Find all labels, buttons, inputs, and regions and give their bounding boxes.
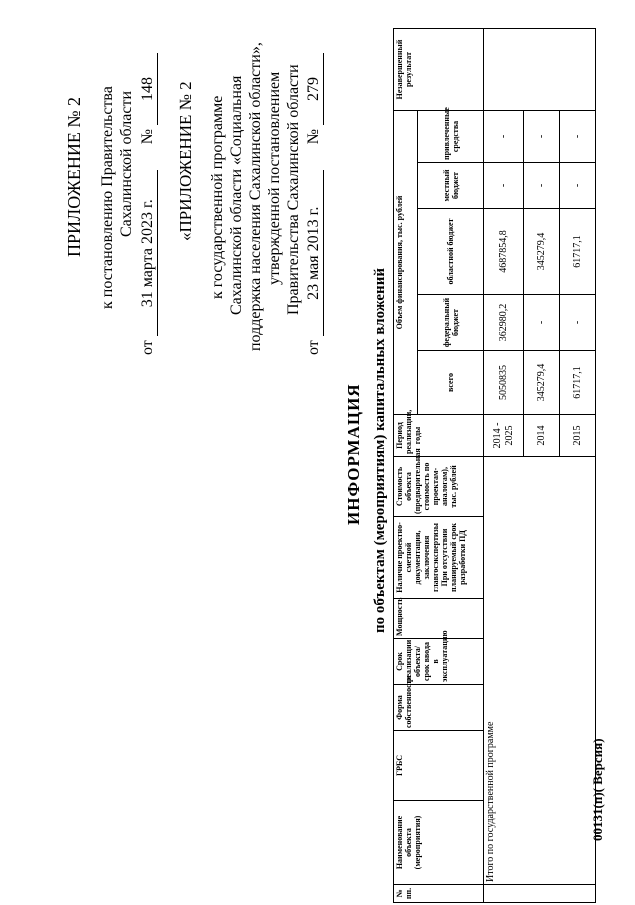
row-private: -	[484, 111, 524, 163]
row-federal: 362980,2	[484, 295, 524, 351]
th-period: Период реализации, годы	[394, 415, 484, 457]
document-subtitle: по объектам (мероприятиям) капитальных вложений	[372, 268, 388, 633]
th-capacity: Мощность	[394, 599, 484, 639]
th-funding: Объем финансирования, тыс. рублей	[394, 111, 418, 415]
th-term: Срок реализации объекта/срок ввода в эксплуатацию	[394, 639, 484, 685]
program-appendix-num-sign: №	[305, 128, 322, 145]
row-local: -	[560, 163, 596, 209]
th-private: привлеченные средства	[418, 111, 484, 163]
program-appendix-line-1: к государственной программе	[209, 95, 226, 299]
row-total: 345279,4	[524, 351, 560, 415]
row-total: 5050835	[484, 351, 524, 415]
program-appendix-line-4: утвержденной постановлением	[266, 71, 283, 285]
row-local: -	[524, 163, 560, 209]
row-local: -	[484, 163, 524, 209]
row-federal: -	[560, 295, 596, 351]
appendix-line-2: Сахалинской области	[118, 90, 135, 237]
program-appendix-line-5: Правительства Сахалинской области	[285, 64, 302, 315]
document-version-footer: 00131(п)( Версия)	[590, 738, 605, 841]
row-period: 2014 - 2025	[484, 415, 524, 457]
th-name: Наименование объекта (мероприятия)	[394, 801, 484, 885]
program-appendix-number: 279	[304, 53, 324, 125]
row-regional: 345279,4	[524, 209, 560, 295]
capital-investments-table	[393, 28, 596, 903]
th-total: всего	[418, 351, 484, 415]
appendix-line-1: к постановлению Правительства	[99, 86, 116, 309]
row-regional: 61717,1	[560, 209, 596, 295]
row-federal: -	[524, 295, 560, 351]
th-design: Наличие проектно-сметной документации, заключения главгосэкспертизы При отсутствии планируемый срок разработки ПД	[394, 517, 484, 599]
appendix-title: ПРИЛОЖЕНИЕ № 2	[64, 96, 84, 257]
th-num: № пп.	[394, 885, 484, 903]
th-unfinished: Незавершенный результат	[394, 29, 484, 111]
row-private: -	[524, 111, 560, 163]
row-period: 2014	[524, 415, 560, 457]
appendix-from: от	[139, 340, 156, 355]
program-appendix-date-line	[304, 53, 324, 355]
appendix-date: 31 марта 2023 г.	[138, 170, 158, 336]
program-appendix-title: «ПРИЛОЖЕНИЕ № 2	[176, 81, 195, 241]
row-total: 61717,1	[560, 351, 596, 415]
document-title: ИНФОРМАЦИЯ	[344, 383, 363, 525]
row-period: 2015	[560, 415, 596, 457]
th-regional: областной бюджет	[418, 209, 484, 295]
th-cost: Стоимость объекта (предварительная стоимость по проектам-аналогам), тыс. рублей	[394, 457, 484, 517]
appendix-date-line	[138, 53, 158, 355]
program-appendix-line-2: Сахалинской области «Социальная	[228, 75, 245, 315]
appendix-number: 148	[138, 53, 158, 125]
th-local: местный бюджет	[418, 163, 484, 209]
th-grbs: ГРБС	[394, 731, 484, 801]
table-row	[484, 29, 524, 903]
appendix-num-sign: №	[139, 128, 156, 145]
program-appendix-line-3: поддержка населения Сахалинской области»,	[247, 42, 264, 351]
program-appendix-date: 23 мая 2013 г.	[304, 170, 324, 336]
th-federal: федеральный бюджет	[418, 295, 484, 351]
row-private: -	[560, 111, 596, 163]
row-regional: 4687854,8	[484, 209, 524, 295]
program-appendix-from: от	[305, 340, 322, 355]
total-label: Итого по государственной программе	[484, 457, 596, 885]
th-form: Форма собственности	[394, 685, 484, 731]
